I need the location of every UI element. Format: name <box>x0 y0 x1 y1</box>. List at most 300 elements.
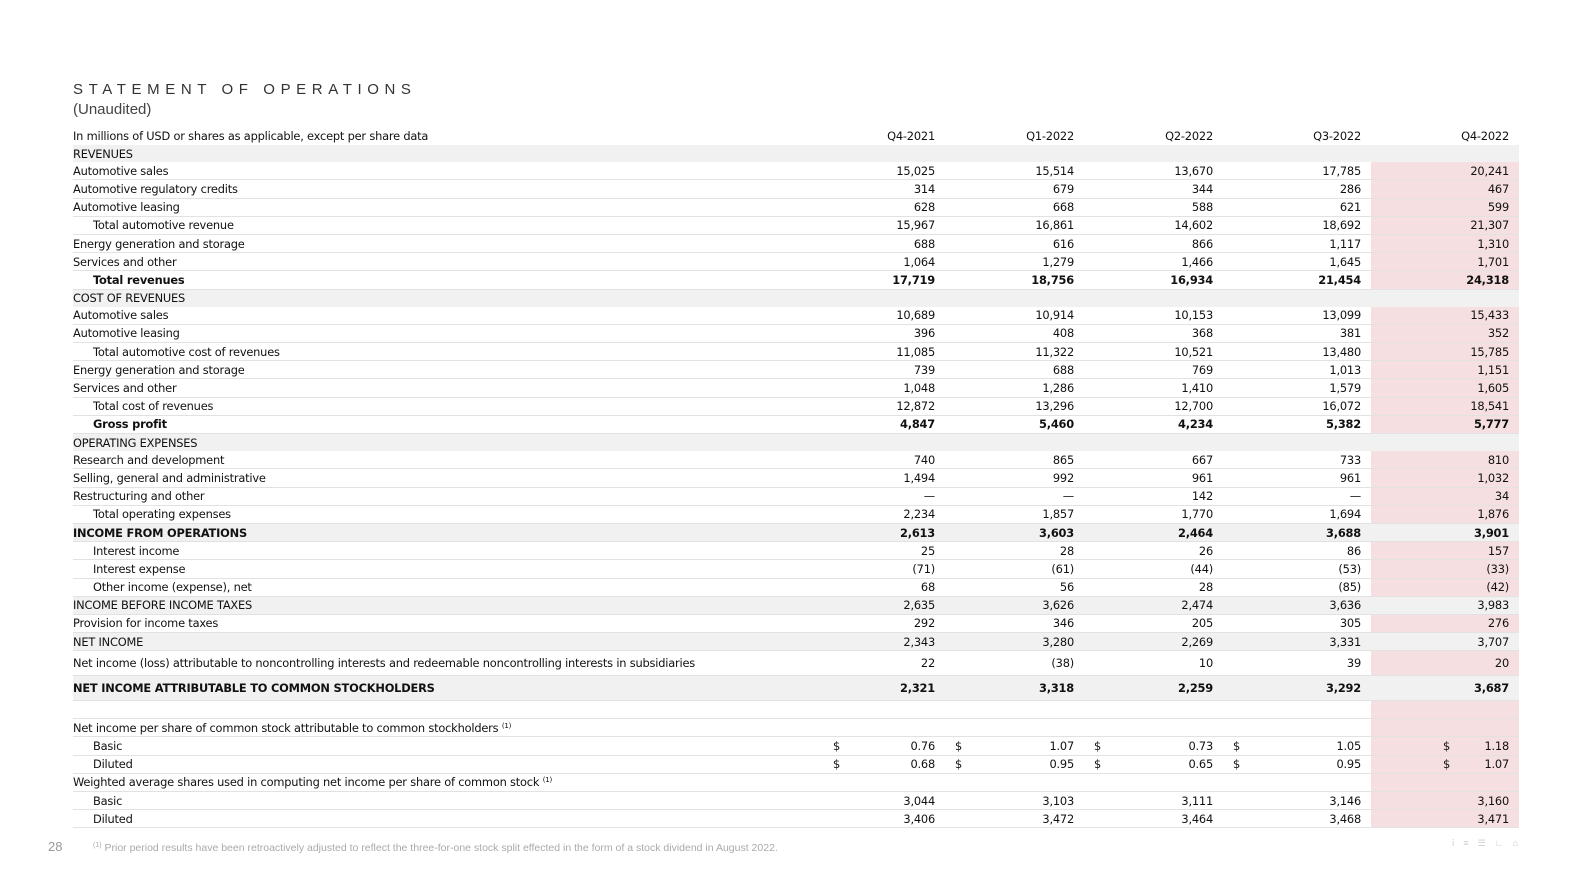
row-label <box>73 234 821 252</box>
value-cell: 1,279 <box>945 253 1084 271</box>
row-label <box>73 701 821 719</box>
value-cell: 16,072 <box>1223 397 1371 415</box>
value-cell <box>821 737 945 755</box>
value-cell: 2,635 <box>821 596 945 614</box>
footnote <box>93 842 778 854</box>
row-label <box>73 614 821 632</box>
nav-info-icon[interactable]: ⅰ <box>1451 838 1464 848</box>
value-cell: 13,296 <box>945 397 1084 415</box>
row-label-text: Basic <box>93 793 123 808</box>
value-cell: 2,343 <box>821 633 945 651</box>
value-cell: 14,602 <box>1084 216 1223 234</box>
period-header: Q1-2022 <box>1026 128 1074 143</box>
value-cell <box>1084 773 1223 791</box>
row-label <box>73 343 821 361</box>
value-cell: 1,151 <box>1371 361 1519 379</box>
value-cell: 12,700 <box>1084 397 1223 415</box>
value-cell: 5,382 <box>1223 415 1371 433</box>
page-title: STATEMENT OF OPERATIONS <box>73 81 417 98</box>
table-row <box>73 162 1519 180</box>
nav-back-icon[interactable]: ∟ <box>1494 838 1513 848</box>
value-cell: 733 <box>1223 451 1371 469</box>
table-row <box>73 289 1519 307</box>
row-label-text: Provision for income taxes <box>73 616 219 631</box>
row-label-text: Total automotive cost of revenues <box>93 344 280 359</box>
value-cell: 292 <box>821 614 945 632</box>
value-cell: 667 <box>1084 451 1223 469</box>
table-row <box>73 434 1519 452</box>
value-cell <box>945 701 1084 719</box>
row-label-text: Weighted average shares used in computing net income per share of common stock <box>73 775 540 790</box>
value-cell: 21,454 <box>1223 271 1371 289</box>
value-cell: 1,876 <box>1371 505 1519 523</box>
table-row <box>73 676 1519 701</box>
value-cell: 86 <box>1223 542 1371 560</box>
value-cell: 3,688 <box>1223 523 1371 541</box>
value-cell: 1,410 <box>1084 379 1223 397</box>
table-row <box>73 271 1519 289</box>
row-label-text: Automotive sales <box>73 308 169 323</box>
currency-symbol: $ <box>1233 739 1241 754</box>
value-cell <box>945 773 1084 791</box>
row-label <box>73 578 821 596</box>
nav-icons <box>1452 838 1527 849</box>
value-cell <box>821 755 945 773</box>
table-row <box>73 234 1519 252</box>
value-cell: 286 <box>1223 180 1371 198</box>
table-row <box>73 792 1519 810</box>
row-label-text: Energy generation and storage <box>73 362 245 377</box>
value-cell: 668 <box>945 198 1084 216</box>
value-cell <box>1371 737 1519 755</box>
value-cell: 15,433 <box>1371 307 1519 325</box>
value-cell: 3,603 <box>945 523 1084 541</box>
currency-symbol: $ <box>833 757 841 772</box>
value-cell: 3,103 <box>945 792 1084 810</box>
value-cell: 992 <box>945 469 1084 487</box>
value-cell: 10 <box>1084 651 1223 676</box>
row-label <box>73 719 821 737</box>
value-cell: 11,322 <box>945 343 1084 361</box>
value-cell <box>1223 145 1371 162</box>
row-label <box>73 523 821 541</box>
row-label-text: Services and other <box>73 254 177 269</box>
row-label <box>73 451 821 469</box>
statement-of-operations-table <box>73 126 1519 828</box>
value-cell <box>1371 289 1519 307</box>
table-row <box>73 810 1519 828</box>
value-cell: 3,636 <box>1223 596 1371 614</box>
row-label-text: NET INCOME <box>73 634 144 649</box>
value-cell: 16,861 <box>945 216 1084 234</box>
row-label-text: REVENUES <box>73 146 133 161</box>
value-cell: 3,626 <box>945 596 1084 614</box>
value-cell <box>1371 434 1519 452</box>
row-label-text: Net income (loss) attributable to noncontrolling interests and redeemable noncontrolling interests in subsidiaries <box>73 656 695 671</box>
value-cell <box>1084 289 1223 307</box>
row-label <box>73 162 821 180</box>
value-cell: 11,085 <box>821 343 945 361</box>
value-cell: 688 <box>821 234 945 252</box>
value-cell <box>945 719 1084 737</box>
value-cell: (53) <box>1223 560 1371 578</box>
currency-symbol: $ <box>1443 739 1451 754</box>
value-cell: 628 <box>821 198 945 216</box>
value-cell: 961 <box>1084 469 1223 487</box>
value-cell: 3,707 <box>1371 633 1519 651</box>
row-label-text: INCOME BEFORE INCOME TAXES <box>73 598 253 613</box>
value-cell <box>821 145 945 162</box>
value-cell: 17,719 <box>821 271 945 289</box>
value-cell: 39 <box>1223 651 1371 676</box>
row-label-text: NET INCOME ATTRIBUTABLE TO COMMON STOCKHOLDERS <box>73 681 435 696</box>
value-cell: — <box>945 487 1084 505</box>
value-cell: 56 <box>945 578 1084 596</box>
value-cell: 3,146 <box>1223 792 1371 810</box>
value-cell: 396 <box>821 324 945 342</box>
row-label-text: Automotive leasing <box>73 200 180 215</box>
value-cell <box>945 737 1084 755</box>
value-cell: 1,286 <box>945 379 1084 397</box>
value-cell: 5,777 <box>1371 415 1519 433</box>
table-row <box>73 773 1519 791</box>
value-cell: (33) <box>1371 560 1519 578</box>
table-row <box>73 324 1519 342</box>
value-cell: 3,111 <box>1084 792 1223 810</box>
page-number: 28 <box>48 839 63 854</box>
row-label <box>73 434 821 452</box>
row-label-text: Selling, general and administrative <box>73 470 266 485</box>
value-cell <box>1084 434 1223 452</box>
value-cell: 3,292 <box>1223 676 1371 701</box>
value-cell: 28 <box>1084 578 1223 596</box>
value-cell: 1,770 <box>1084 505 1223 523</box>
table-row <box>73 397 1519 415</box>
row-label <box>73 560 821 578</box>
value-cell: 4,234 <box>1084 415 1223 433</box>
table-row <box>73 415 1519 433</box>
value-cell: 276 <box>1371 614 1519 632</box>
table-row <box>73 180 1519 198</box>
value-cell: 2,474 <box>1084 596 1223 614</box>
value-cell: 15,025 <box>821 162 945 180</box>
value-text: 0.68 <box>910 757 935 772</box>
row-label-text: Automotive regulatory credits <box>73 181 238 196</box>
value-cell: 368 <box>1084 324 1223 342</box>
value-cell: 408 <box>945 324 1084 342</box>
value-cell <box>1371 719 1519 737</box>
value-cell: 34 <box>1371 487 1519 505</box>
value-cell: 599 <box>1371 198 1519 216</box>
table-row <box>73 651 1519 676</box>
row-label-text: Total automotive revenue <box>93 218 234 233</box>
value-cell: 1,605 <box>1371 379 1519 397</box>
nav-home-icon[interactable]: ⌂ <box>1512 838 1527 848</box>
value-cell: 467 <box>1371 180 1519 198</box>
value-cell: 205 <box>1084 614 1223 632</box>
value-cell: 1,701 <box>1371 253 1519 271</box>
page-subtitle: (Unaudited) <box>73 101 152 118</box>
row-label <box>73 755 821 773</box>
period-header: Q4-2022 <box>1461 128 1509 143</box>
currency-symbol: $ <box>1094 757 1102 772</box>
value-cell: 3,901 <box>1371 523 1519 541</box>
value-cell: 15,967 <box>821 216 945 234</box>
value-cell <box>1084 737 1223 755</box>
value-cell: 12,872 <box>821 397 945 415</box>
nav-list-icon[interactable]: ☰ <box>1477 838 1495 848</box>
value-cell: 1,694 <box>1223 505 1371 523</box>
value-cell <box>821 701 945 719</box>
value-text: 0.73 <box>1188 739 1213 754</box>
table-row <box>73 451 1519 469</box>
row-label <box>73 415 821 433</box>
value-text: 1.07 <box>1049 739 1074 754</box>
row-label <box>73 773 821 791</box>
row-label <box>73 469 821 487</box>
value-cell: 961 <box>1223 469 1371 487</box>
value-cell <box>945 289 1084 307</box>
value-cell: 1,064 <box>821 253 945 271</box>
period-header: Q3-2022 <box>1313 128 1361 143</box>
value-cell: 4,847 <box>821 415 945 433</box>
value-cell: 679 <box>945 180 1084 198</box>
value-cell: 769 <box>1084 361 1223 379</box>
value-cell <box>821 289 945 307</box>
row-label <box>73 737 821 755</box>
footnote-text: Prior period results have been retroactively adjusted to reflect the three-for-one stock split effected in the form of a stock dividend in August 2022. <box>104 842 778 854</box>
value-cell: 1,857 <box>945 505 1084 523</box>
table-row <box>73 578 1519 596</box>
row-label-text: Total operating expenses <box>93 507 231 522</box>
value-cell: 3,468 <box>1223 810 1371 828</box>
value-cell <box>1223 701 1371 719</box>
row-label <box>73 198 821 216</box>
value-cell <box>1371 701 1519 719</box>
value-cell <box>821 719 945 737</box>
value-cell: 1,645 <box>1223 253 1371 271</box>
table-row <box>73 755 1519 773</box>
value-cell: 866 <box>1084 234 1223 252</box>
row-label <box>73 487 821 505</box>
value-cell: 3,318 <box>945 676 1084 701</box>
value-cell: 621 <box>1223 198 1371 216</box>
columns-label: In millions of USD or shares as applicable, except per share data <box>73 128 429 143</box>
value-cell: 3,044 <box>821 792 945 810</box>
row-label <box>73 324 821 342</box>
table-row <box>73 198 1519 216</box>
value-cell: 13,670 <box>1084 162 1223 180</box>
row-label-text: Energy generation and storage <box>73 236 245 251</box>
table-body <box>73 126 1519 828</box>
row-label <box>73 145 821 162</box>
value-cell: 3,983 <box>1371 596 1519 614</box>
row-label-text: Interest expense <box>93 561 186 576</box>
table-row <box>73 379 1519 397</box>
value-cell: 588 <box>1084 198 1223 216</box>
table-row <box>73 614 1519 632</box>
value-cell: 10,521 <box>1084 343 1223 361</box>
value-cell <box>1084 755 1223 773</box>
value-cell: 10,153 <box>1084 307 1223 325</box>
value-text: 1.07 <box>1484 757 1509 772</box>
value-cell: 68 <box>821 578 945 596</box>
row-label-text: Other income (expense), net <box>93 580 252 595</box>
row-label-text: Net income per share of common stock attributable to common stockholders <box>73 720 499 735</box>
value-cell: 2,464 <box>1084 523 1223 541</box>
value-text: 0.76 <box>910 739 935 754</box>
row-label <box>73 505 821 523</box>
value-cell: 21,307 <box>1371 216 1519 234</box>
row-label-text: Interest income <box>93 543 180 558</box>
value-cell: 20,241 <box>1371 162 1519 180</box>
table-row <box>73 633 1519 651</box>
value-cell: 3,464 <box>1084 810 1223 828</box>
value-cell: 1,048 <box>821 379 945 397</box>
value-text: 1.05 <box>1336 739 1361 754</box>
row-label-text: Gross profit <box>93 417 167 432</box>
value-cell: 1,466 <box>1084 253 1223 271</box>
value-cell: 157 <box>1371 542 1519 560</box>
row-label-text: Diluted <box>93 811 133 826</box>
row-label <box>73 379 821 397</box>
row-label <box>73 810 821 828</box>
value-text: 0.95 <box>1336 757 1361 772</box>
value-cell <box>945 434 1084 452</box>
value-cell: (42) <box>1371 578 1519 596</box>
value-cell: (44) <box>1084 560 1223 578</box>
row-label <box>73 792 821 810</box>
row-label <box>73 180 821 198</box>
value-cell: 13,099 <box>1223 307 1371 325</box>
row-label <box>73 397 821 415</box>
value-cell: 810 <box>1371 451 1519 469</box>
value-cell: — <box>821 487 945 505</box>
value-cell: 3,160 <box>1371 792 1519 810</box>
value-cell: 24,318 <box>1371 271 1519 289</box>
value-cell: (71) <box>821 560 945 578</box>
value-cell: 381 <box>1223 324 1371 342</box>
row-label-text: Diluted <box>93 757 133 772</box>
value-cell: 142 <box>1084 487 1223 505</box>
row-label <box>73 651 821 676</box>
statement-table-container <box>73 126 1519 828</box>
currency-symbol: $ <box>955 757 963 772</box>
value-cell: 25 <box>821 542 945 560</box>
value-cell <box>1084 719 1223 737</box>
row-label-text: COST OF REVENUES <box>73 291 186 306</box>
value-cell: (85) <box>1223 578 1371 596</box>
table-row <box>73 487 1519 505</box>
period-header: Q4-2021 <box>887 128 935 143</box>
value-cell: 2,234 <box>821 505 945 523</box>
table-row <box>73 469 1519 487</box>
value-text: 1.18 <box>1484 739 1509 754</box>
value-cell: 344 <box>1084 180 1223 198</box>
table-row <box>73 523 1519 541</box>
row-label <box>73 289 821 307</box>
table-row <box>73 216 1519 234</box>
row-label <box>73 216 821 234</box>
currency-symbol: $ <box>1094 739 1102 754</box>
row-label <box>73 596 821 614</box>
table-row <box>73 719 1519 737</box>
row-label-text: Total cost of revenues <box>93 399 214 414</box>
value-cell: 16,934 <box>1084 271 1223 289</box>
row-label <box>73 633 821 651</box>
value-cell <box>1084 145 1223 162</box>
value-cell <box>1223 434 1371 452</box>
value-cell: 1,013 <box>1223 361 1371 379</box>
table-row <box>73 737 1519 755</box>
table-row <box>73 307 1519 325</box>
value-cell <box>1371 755 1519 773</box>
row-label <box>73 676 821 701</box>
row-label <box>73 542 821 560</box>
footnote-marker: (1) <box>93 842 102 849</box>
value-cell <box>1371 145 1519 162</box>
value-cell: 616 <box>945 234 1084 252</box>
value-cell: 18,541 <box>1371 397 1519 415</box>
value-cell: 3,472 <box>945 810 1084 828</box>
value-cell: 2,321 <box>821 676 945 701</box>
value-cell: 346 <box>945 614 1084 632</box>
row-label <box>73 361 821 379</box>
value-cell: 17,785 <box>1223 162 1371 180</box>
value-text: 0.95 <box>1049 757 1074 772</box>
row-label <box>73 307 821 325</box>
value-cell: (38) <box>945 651 1084 676</box>
value-cell: 5,460 <box>945 415 1084 433</box>
value-cell: 22 <box>821 651 945 676</box>
value-cell <box>1223 755 1371 773</box>
row-label <box>73 253 821 271</box>
row-label-text: Research and development <box>73 452 225 467</box>
value-cell: 2,269 <box>1084 633 1223 651</box>
value-cell: 3,406 <box>821 810 945 828</box>
row-label-text: Automotive sales <box>73 163 169 178</box>
value-cell <box>1223 737 1371 755</box>
value-cell <box>945 145 1084 162</box>
row-label <box>73 271 821 289</box>
value-cell <box>1371 773 1519 791</box>
value-cell: 3,687 <box>1371 676 1519 701</box>
value-cell: 739 <box>821 361 945 379</box>
value-cell <box>821 773 945 791</box>
value-cell: 13,480 <box>1223 343 1371 361</box>
value-cell <box>1223 773 1371 791</box>
value-cell: 20 <box>1371 651 1519 676</box>
value-cell <box>1223 289 1371 307</box>
value-cell: 688 <box>945 361 1084 379</box>
value-cell: 15,514 <box>945 162 1084 180</box>
value-cell: 28 <box>945 542 1084 560</box>
row-label-text: Services and other <box>73 381 177 396</box>
row-label-text: Total revenues <box>93 272 185 287</box>
table-row <box>73 361 1519 379</box>
value-cell: 2,259 <box>1084 676 1223 701</box>
value-cell: 1,494 <box>821 469 945 487</box>
table-row <box>73 596 1519 614</box>
value-cell: 18,756 <box>945 271 1084 289</box>
value-cell <box>945 755 1084 773</box>
value-cell <box>1223 719 1371 737</box>
currency-symbol: $ <box>955 739 963 754</box>
value-cell: 15,785 <box>1371 343 1519 361</box>
period-header: Q2-2022 <box>1165 128 1213 143</box>
value-cell: 865 <box>945 451 1084 469</box>
nav-menu-icon[interactable]: ≡ <box>1463 838 1478 848</box>
